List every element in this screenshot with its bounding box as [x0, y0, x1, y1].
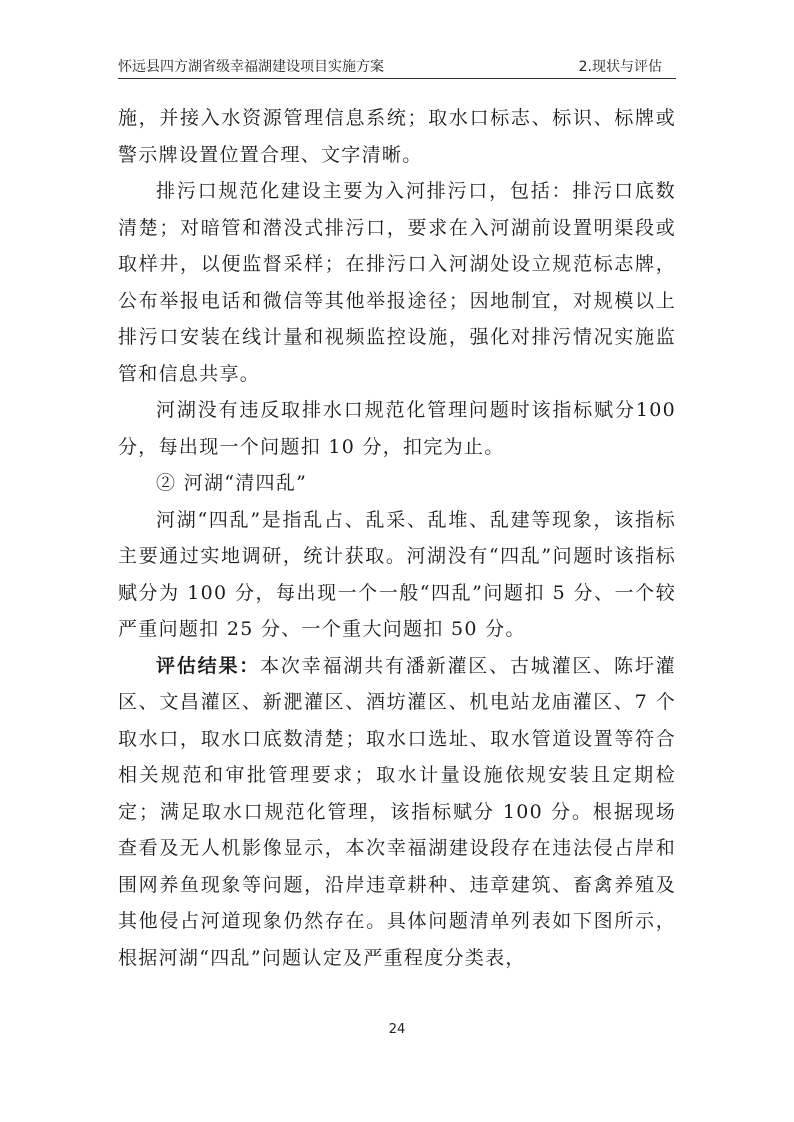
body-text [118, 100, 676, 976]
paragraph-assessment-result [118, 648, 676, 977]
page-number: 24 [388, 1022, 406, 1037]
paragraph-four-disorders: 河湖“四乱”是指乱占、乱采、乱堆、乱建等现象，该指标主要通过实地调研，统计获取。河湖没有“四乱”问题时该指标赋分为 100 分，每出现一个一般“四乱”问题扣 5 分、一个较严重问题扣 25 分、一个重大问题扣 50 分。 [118, 508, 676, 640]
document-title: 怀远县四方湖省级幸福湖建设项目实施方案 [118, 59, 384, 75]
assessment-result-text: 本次幸福湖共有潘新灌区、古城灌区、陈圩灌区、文昌灌区、新淝灌区、酒坊灌区、机电站龙庙灌区、7 个取水口，取水口底数清楚；取水口选址、取水管道设置等符合相关规范和审批管理要求；取水计量设施依规安装且定期检定；满足取水口规范化管理，该指标赋分 100 分。根据现场查看及无人机影像显示，本次幸福湖建设段存在违法侵占岸和围网养鱼现象等问题，沿岸违章耕种、违章建筑、畜禽养殖及其他侵占河道现象仍然存在。具体问题清单列表如下图所示，根据河湖“四乱”问题认定及严重程度分类表， [118, 654, 676, 969]
subsection-heading: ② 河湖“清四乱” [156, 472, 308, 494]
paragraph-outfall-standards: 排污口规范化建设主要为入河排污口，包括：排污口底数清楚；对暗管和潜没式排污口，要求在入河湖前设置明渠段或取样井，以便监督采样；在排污口入河湖处设立规范标志牌，公布举报电话和微信等其他举报途径；因地制宜，对规模以上排污口安装在线计量和视频监控设施，强化对排污情况实施监管和信息共享。 [118, 180, 676, 385]
paragraph-intake-signage: 施，并接入水资源管理信息系统；取水口标志、标识、标牌或警示牌设置位置合理、文字清晰。 [118, 107, 676, 166]
assessment-result-label: 评估结果： [156, 654, 261, 677]
section-title: 2.现状与评估 [578, 59, 662, 75]
page-header [118, 56, 676, 76]
paragraph-scoring-rule: 河湖没有违反取排水口规范化管理问题时该指标赋分100 分，每出现一个问题扣 10 分，扣完为止。 [118, 399, 676, 458]
header-divider [118, 78, 676, 79]
